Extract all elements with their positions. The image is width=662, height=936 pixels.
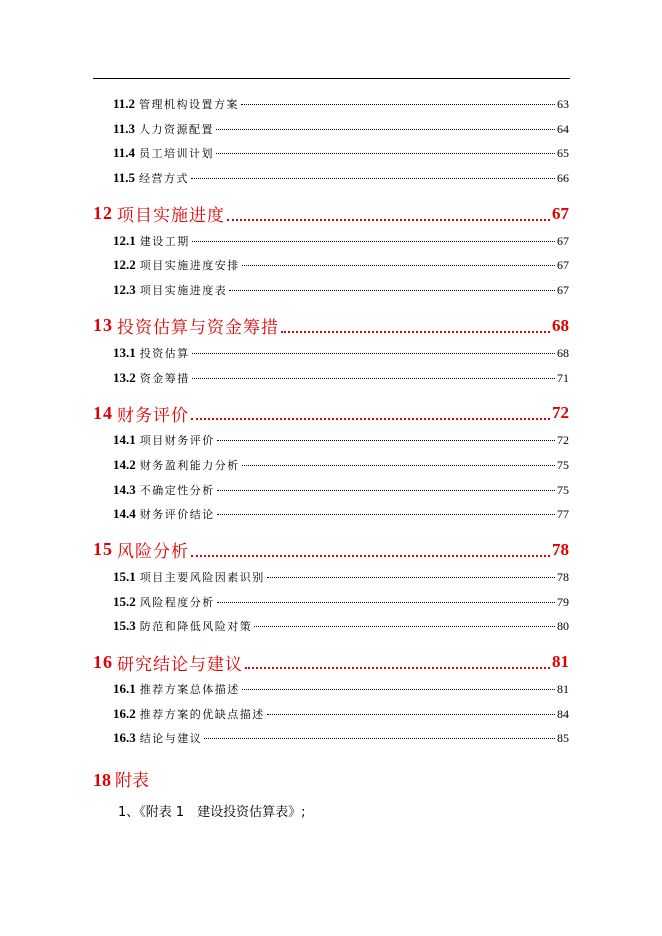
toc-entry-number: 16 — [93, 651, 113, 672]
toc-entry-title: 不确定性分析 — [139, 483, 215, 497]
toc-entry-number: 16.1 — [113, 681, 136, 696]
toc-entry-number: 13.2 — [113, 369, 136, 385]
toc-leader-dots — [192, 241, 555, 242]
appendix-heading — [93, 766, 149, 791]
toc-entry-title: 项目实施进度 — [117, 206, 225, 227]
toc-section-entry[interactable] — [93, 506, 569, 531]
toc-leader-dots — [192, 378, 555, 379]
toc-entry-page: 81 — [552, 652, 569, 671]
toc-entry-title: 结论与建议 — [139, 732, 203, 746]
toc-leader-dots — [241, 104, 555, 105]
toc-leader-dots — [191, 418, 550, 420]
toc-chapter-entry[interactable] — [93, 307, 569, 345]
toc-entry-number: 14.3 — [113, 481, 136, 497]
toc-entry-page: 78 — [557, 569, 569, 584]
toc-entry-title: 风险程度分析 — [139, 595, 215, 609]
toc-entry-title: 推荐方案的优缺点描述 — [139, 707, 265, 721]
toc-leader-dots — [216, 153, 555, 154]
toc-entry-number: 13.1 — [113, 344, 136, 360]
toc-entry-title: 财务评价结论 — [139, 508, 215, 522]
toc-entry-page: 67 — [557, 258, 569, 273]
toc-entry-page: 80 — [557, 619, 569, 634]
toc-section-entry[interactable] — [93, 170, 569, 195]
toc-leader-dots — [217, 490, 555, 491]
toc-leader-dots — [254, 626, 555, 627]
toc-leader-dots — [191, 555, 550, 557]
toc-section-entry[interactable] — [93, 233, 569, 258]
toc-entry-page: 67 — [557, 233, 569, 248]
toc-entry-page: 67 — [552, 203, 569, 223]
toc-section-entry[interactable] — [93, 370, 569, 395]
toc-entry-page: 68 — [552, 315, 569, 335]
toc-leader-dots — [217, 440, 555, 441]
toc-entry-number: 14.4 — [113, 506, 136, 522]
toc-entry-number: 12 — [93, 203, 113, 224]
appendix-number: 18 — [93, 770, 111, 790]
toc-entry-page: 84 — [557, 706, 569, 721]
toc-entry-title: 管理机构设置方案 — [139, 98, 240, 111]
toc-section-entry[interactable] — [93, 257, 569, 282]
toc-entry-number: 13 — [93, 315, 113, 336]
toc-entry-page: 75 — [557, 482, 569, 497]
toc-leader-dots — [227, 219, 550, 221]
toc-entry-title: 项目主要风险因素识别 — [139, 570, 265, 584]
toc-entry-title: 项目实施进度安排 — [139, 259, 240, 273]
toc-section-entry[interactable] — [93, 96, 569, 121]
toc-leader-dots — [245, 667, 550, 669]
appendix-item: 1、《附表 1 建设投资估算表》; — [118, 805, 306, 820]
toc-entry-page: 79 — [557, 594, 569, 609]
toc-entry-title: 投资估算 — [139, 346, 190, 360]
toc-leader-dots — [229, 290, 555, 291]
toc-section-entry[interactable] — [93, 121, 569, 146]
toc-entry-number: 11.3 — [113, 120, 136, 136]
toc-entry-title: 项目实施进度表 — [139, 284, 228, 298]
toc-section-entry[interactable] — [93, 457, 569, 482]
toc-entry-title: 投资估算与资金筹措 — [117, 318, 279, 339]
toc-entry-number: 15.3 — [113, 618, 136, 634]
toc-chapter-entry[interactable] — [93, 394, 569, 432]
toc-entry-number: 15.1 — [113, 568, 136, 584]
toc-entry-title: 经营方式 — [139, 172, 190, 186]
toc-section-entry[interactable] — [93, 706, 569, 731]
toc-entry-number: 14.1 — [113, 432, 136, 448]
toc-entry-page: 78 — [552, 539, 569, 559]
toc-entry-page: 72 — [552, 403, 569, 423]
toc-entry-title: 财务盈利能力分析 — [139, 458, 240, 472]
toc-chapter-entry[interactable] — [93, 643, 569, 681]
toc-leader-dots — [217, 602, 555, 603]
toc-entry-title: 风险分析 — [117, 542, 189, 563]
toc-entry-page: 67 — [557, 283, 569, 298]
toc-entry-number: 14 — [93, 402, 113, 423]
toc-section-entry[interactable] — [93, 145, 569, 170]
toc-entry-number: 14.2 — [113, 456, 136, 472]
toc-entry-page: 63 — [557, 97, 569, 111]
toc-entry-page: 65 — [557, 146, 569, 161]
toc-section-entry[interactable] — [93, 618, 569, 643]
toc-section-entry[interactable] — [93, 730, 569, 755]
toc-leader-dots — [281, 331, 550, 333]
toc-entry-title: 防范和降低风险对策 — [139, 620, 253, 634]
toc-leader-dots — [204, 738, 555, 739]
toc-entry-page: 64 — [557, 121, 569, 136]
toc-entry-page: 75 — [557, 457, 569, 472]
toc-leader-dots — [192, 353, 555, 354]
toc-entry-number: 15 — [93, 539, 113, 560]
toc-entry-number: 11.2 — [113, 96, 136, 111]
toc-leader-dots — [242, 465, 555, 466]
toc-leader-dots — [267, 714, 555, 715]
toc-entry-title: 资金筹措 — [139, 371, 190, 385]
toc-entry-number: 11.5 — [113, 170, 136, 186]
toc-entry-page: 77 — [557, 507, 569, 522]
toc-chapter-entry[interactable] — [93, 531, 569, 569]
toc-entry-number: 15.2 — [113, 593, 136, 609]
toc-chapter-entry[interactable] — [93, 195, 569, 233]
toc-entry-title: 项目财务评价 — [139, 434, 215, 448]
toc-leader-dots — [191, 178, 555, 179]
toc-section-entry[interactable] — [93, 681, 569, 706]
toc-leader-dots — [267, 577, 555, 578]
toc-entry-page: 71 — [557, 370, 569, 385]
toc-entry-page: 81 — [557, 682, 569, 696]
toc-section-entry[interactable] — [93, 282, 569, 307]
toc-entry-page: 85 — [557, 731, 569, 746]
header-rule — [93, 78, 570, 79]
toc-leader-dots — [217, 514, 555, 515]
toc-entry-page: 66 — [557, 171, 569, 186]
toc-section-entry[interactable] — [93, 482, 569, 507]
toc-leader-dots — [216, 129, 555, 130]
toc-section-entry[interactable] — [93, 432, 569, 457]
toc-section-entry[interactable] — [93, 569, 569, 594]
toc-entry-number: 16.2 — [113, 705, 136, 721]
toc-entry-page: 72 — [557, 433, 569, 448]
toc-entry-number: 12.2 — [113, 257, 136, 273]
toc-entry-title: 推荐方案总体描述 — [139, 683, 240, 696]
toc-leader-dots — [242, 265, 555, 266]
toc-entry-title: 人力资源配置 — [139, 122, 215, 136]
toc-entry-title: 建设工期 — [139, 234, 190, 248]
appendix-title: 附表 — [115, 771, 149, 791]
toc-entry-number: 12.3 — [113, 282, 136, 298]
table-of-contents — [93, 96, 569, 755]
toc-entry-title: 财务评价 — [117, 405, 189, 426]
toc-entry-number: 11.4 — [113, 145, 136, 161]
toc-section-entry[interactable] — [93, 594, 569, 619]
toc-leader-dots — [242, 689, 555, 690]
toc-entry-page: 68 — [557, 345, 569, 360]
toc-entry-number: 16.3 — [113, 730, 136, 746]
toc-entry-number: 12.1 — [113, 232, 136, 248]
toc-entry-title: 研究结论与建议 — [117, 654, 243, 675]
toc-section-entry[interactable] — [93, 345, 569, 370]
toc-entry-title: 员工培训计划 — [139, 147, 215, 161]
